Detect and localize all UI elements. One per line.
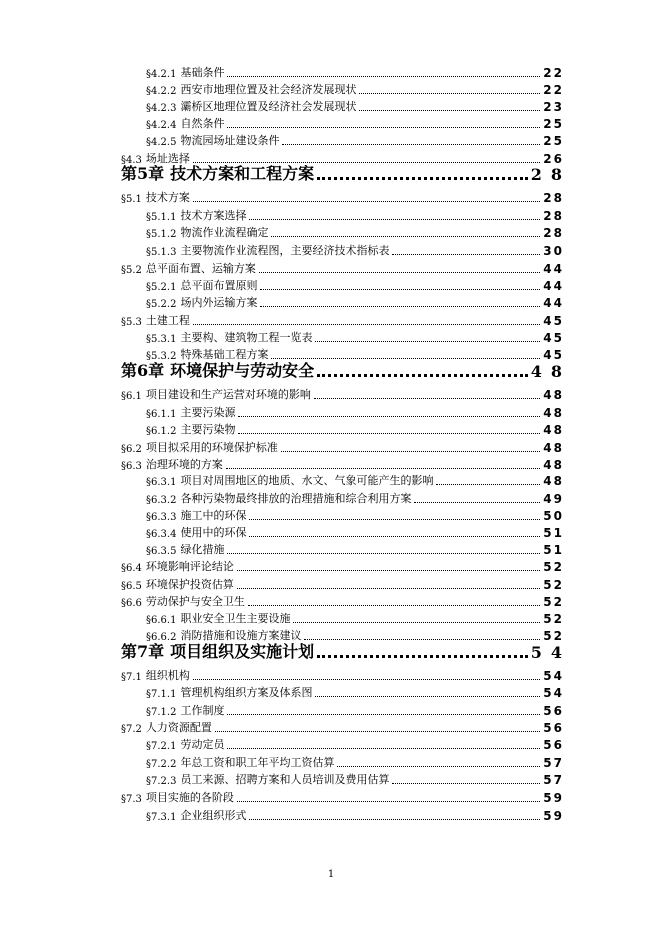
dot-leader [193, 201, 540, 202]
toc-entry-number: §6.5 [121, 581, 142, 592]
toc-entry-number: §7.1.2 [146, 707, 177, 718]
dot-leader [414, 502, 540, 503]
toc-entry-row[interactable] [146, 704, 562, 718]
toc-entry-page: 45 [543, 331, 564, 345]
toc-chapter-row[interactable] [121, 642, 571, 662]
toc-entry-number: §7.2.2 [146, 759, 177, 770]
toc-entry-page: 52 [543, 595, 564, 609]
toc-entry-number: §4.2.4 [146, 120, 177, 131]
toc-entry-title: 环境保护投资估算 [145, 578, 234, 591]
toc-entry-number: §6.1.2 [146, 426, 177, 437]
toc-entry-row[interactable] [121, 560, 562, 574]
dot-leader [392, 254, 540, 255]
toc-entry-page: 59 [543, 809, 564, 823]
toc-entry-page: 48 [530, 362, 571, 381]
toc-entry-page: 28 [543, 191, 564, 205]
toc-entry-number: §5.1 [121, 194, 142, 205]
toc-entry-page: 44 [543, 262, 564, 276]
toc-entry-number: §7.2 [121, 724, 142, 735]
dot-leader [227, 127, 540, 128]
toc-entry-row[interactable] [146, 612, 562, 626]
dot-leader [249, 519, 540, 520]
toc-chapter-row[interactable] [121, 361, 571, 381]
toc-entry-title: 总平面布置原则 [180, 279, 258, 292]
toc-entry-title: 年总工资和职工年平均工资估算 [180, 756, 335, 769]
toc-entry-row[interactable] [121, 314, 562, 328]
toc-entry-number: §6.3.2 [146, 495, 177, 506]
toc-entry-row[interactable] [121, 578, 562, 592]
toc-entry-row[interactable] [146, 209, 562, 223]
toc-entry-number: §6.2 [121, 444, 142, 455]
toc-entry-page: 54 [530, 643, 571, 662]
dot-leader [282, 144, 540, 145]
toc-entry-number: §7.3 [121, 794, 142, 805]
toc-entry-title: 场址选择 [145, 152, 190, 165]
toc-entry-row[interactable] [146, 492, 562, 506]
toc-entry-row[interactable] [146, 509, 562, 523]
toc-entry-page: 25 [543, 117, 564, 131]
toc-entry-page: 48 [543, 388, 564, 402]
toc-entry-number: §6.4 [121, 563, 142, 574]
dot-leader [237, 570, 540, 571]
toc-entry-title: 项目建设和生产运营对环境的影响 [145, 388, 311, 401]
toc-entry-title: 施工中的环保 [180, 509, 247, 522]
toc-entry-number: §7.1 [121, 672, 142, 683]
toc-entry-title: 绿化措施 [180, 543, 225, 556]
toc-entry-row[interactable] [146, 738, 562, 752]
toc-entry-row[interactable] [121, 191, 562, 205]
toc-chapter-row[interactable] [121, 164, 571, 184]
dot-leader [392, 783, 540, 784]
toc-entry-number: §7.2.1 [146, 741, 177, 752]
toc-entry-row[interactable] [146, 423, 562, 437]
toc-entry-title: 劳动定员 [180, 738, 225, 751]
toc-entry-page: 56 [543, 704, 564, 718]
toc-entry-row[interactable] [146, 756, 562, 770]
toc-entry-page: 57 [543, 756, 564, 770]
toc-entry-page: 28 [543, 226, 564, 240]
dot-leader [436, 484, 540, 485]
toc-entry-page: 23 [543, 100, 564, 114]
toc-entry-page: 57 [543, 773, 564, 787]
dot-leader [238, 416, 540, 417]
toc-entry-page: 28 [543, 209, 564, 223]
toc-entry-row[interactable] [146, 773, 562, 787]
dot-leader [227, 714, 540, 715]
toc-entry-row[interactable] [121, 791, 562, 805]
toc-entry-page: 48 [543, 423, 564, 437]
dot-leader [315, 341, 540, 342]
toc-entry-page: 44 [543, 296, 564, 310]
toc-entry-title: 主要污染物 [180, 423, 236, 436]
toc-entry-row[interactable] [146, 226, 562, 240]
toc-entry-page: 56 [543, 738, 564, 752]
toc-entry-page: 22 [543, 83, 564, 97]
toc-entry-number: §5.1.2 [146, 229, 177, 240]
toc-entry-number: §7.1.1 [146, 689, 177, 700]
toc-entry-row[interactable] [146, 134, 562, 148]
toc-entry-title: 总平面布置、运输方案 [145, 262, 256, 275]
toc-entry-row[interactable] [146, 543, 562, 557]
dot-leader [317, 374, 528, 377]
dot-leader [249, 219, 540, 220]
toc-entry-number: 第6章 [121, 361, 165, 380]
toc-entry-number: §4.2.1 [146, 69, 177, 80]
toc-entry-page: 25 [543, 134, 564, 148]
toc-entry-title: 物流作业流程确定 [180, 226, 269, 239]
toc-entry-title: 自然条件 [180, 117, 225, 130]
toc-entry-title: 主要污染源 [180, 406, 236, 419]
toc-entry-page: 50 [543, 509, 564, 523]
toc-entry-title: 项目实施的各阶段 [145, 791, 234, 804]
toc-entry-page: 51 [543, 526, 564, 540]
dot-leader [260, 289, 540, 290]
toc-entry-title: 技术方案选择 [180, 209, 247, 222]
dot-leader [317, 177, 528, 180]
dot-leader [317, 655, 528, 658]
dot-leader [238, 433, 540, 434]
toc-entry-title: 场内外运输方案 [180, 296, 258, 309]
toc-entry-page: 54 [543, 669, 564, 683]
toc-entry-number: §6.6.1 [146, 615, 177, 626]
toc-entry-number: §6.1.1 [146, 409, 177, 420]
toc-entry-number: §6.3.3 [146, 512, 177, 523]
toc-entry-row[interactable] [146, 474, 562, 488]
toc-entry-row[interactable] [146, 331, 562, 345]
toc-entry-row[interactable] [146, 809, 562, 823]
toc-entry-page: 54 [543, 686, 564, 700]
toc-entry-row[interactable] [146, 406, 562, 420]
toc-entry-page: 48 [543, 458, 564, 472]
page-number: 1 [327, 869, 335, 880]
toc-entry-row[interactable] [146, 279, 562, 293]
toc-entry-page: 52 [543, 629, 564, 643]
toc-entry-title: 物流园场址建设条件 [180, 134, 280, 147]
toc-entry-page: 48 [543, 406, 564, 420]
toc-entry-title: 组织机构 [145, 669, 190, 682]
dot-leader [215, 731, 540, 732]
toc-entry-number: §6.3.4 [146, 529, 177, 540]
toc-entry-title: 环境保护与劳动安全 [170, 361, 315, 380]
toc-entry-page: 51 [543, 543, 564, 557]
dot-leader [193, 679, 540, 680]
toc-entry-title: 企业组织形式 [180, 809, 247, 822]
toc-entry-row[interactable] [146, 526, 562, 540]
dot-leader [315, 696, 540, 697]
toc-entry-page: 48 [543, 441, 564, 455]
toc-entry-page: 22 [543, 66, 564, 80]
toc-entry-title: 西安市地理位置及社会经济发展现状 [180, 83, 357, 96]
dot-leader [237, 588, 540, 589]
toc-entry-title: 消防措施和设施方案建议 [180, 629, 302, 642]
toc-entry-number: §4.2.3 [146, 103, 177, 114]
toc-entry-row[interactable] [146, 296, 562, 310]
toc-entry-row[interactable] [121, 388, 562, 402]
toc-entry-row[interactable] [121, 441, 562, 455]
toc-entry-title: 特殊基础工程方案 [180, 348, 269, 361]
toc-entry-row[interactable] [146, 83, 562, 97]
toc-entry-title: 职业安全卫生主要设施 [180, 612, 291, 625]
toc-entry-number: §7.3.1 [146, 812, 177, 823]
toc-entry-title: 基础条件 [180, 66, 225, 79]
toc-entry-title: 治理环境的方案 [145, 458, 223, 471]
toc-entry-row[interactable] [146, 686, 562, 700]
toc-entry-row[interactable] [121, 458, 562, 472]
toc-entry-number: §5.2.2 [146, 299, 177, 310]
toc-entry-number: §5.3.2 [146, 351, 177, 362]
toc-entry-number: §5.3 [121, 317, 142, 328]
toc-entry-number: §6.6.2 [146, 632, 177, 643]
toc-entry-row[interactable] [121, 595, 562, 609]
dot-leader [237, 801, 540, 802]
toc-entry-page: 28 [530, 165, 571, 184]
toc-entry-number: §5.1.1 [146, 212, 177, 223]
toc-entry-title: 主要物流作业流程图，主要经济技术指标表 [180, 244, 390, 257]
toc-entry-title: 管理机构组织方案及体系图 [180, 686, 313, 699]
toc-entry-page: 56 [543, 721, 564, 735]
toc-entry-number: §4.2.2 [146, 86, 177, 97]
dot-leader [227, 76, 540, 77]
dot-leader [314, 398, 540, 399]
toc-entry-title: 工作制度 [180, 704, 225, 717]
toc-entry-title: 土建工程 [145, 314, 190, 327]
toc-entry-title: 环境影响评论结论 [145, 560, 234, 573]
dot-leader [259, 272, 540, 273]
toc-entry-page: 59 [543, 791, 564, 805]
toc-entry-number: §6.1 [121, 391, 142, 402]
toc-entry-page: 26 [543, 152, 564, 166]
toc-entry-page: 30 [543, 244, 564, 258]
toc-entry-page: 49 [543, 492, 564, 506]
dot-leader [227, 553, 540, 554]
toc-entry-title: 技术方案 [145, 191, 190, 204]
toc-entry-number: §5.3.1 [146, 334, 177, 345]
toc-entry-title: 劳动保护与安全卫生 [145, 595, 245, 608]
toc-entry-row[interactable] [146, 117, 562, 131]
toc-entry-title: 员工来源、招聘方案和人员培训及费用估算 [180, 773, 390, 786]
toc-entry-number: §6.3.1 [146, 477, 177, 488]
toc-entry-row[interactable] [146, 66, 562, 80]
toc-entry-number: §5.2 [121, 265, 142, 276]
toc-entry-page: 52 [543, 612, 564, 626]
dot-leader [226, 468, 540, 469]
toc-entry-row[interactable] [121, 669, 562, 683]
dot-leader [293, 622, 540, 623]
dot-leader [304, 639, 540, 640]
dot-leader [359, 93, 540, 94]
toc-entry-page: 45 [543, 348, 564, 362]
toc-entry-number: §6.3.5 [146, 546, 177, 557]
dot-leader [337, 766, 540, 767]
dot-leader [193, 324, 540, 325]
toc-entry-title: 项目拟采用的环境保护标准 [145, 441, 278, 454]
dot-leader [260, 306, 540, 307]
toc-entry-number: §5.1.3 [146, 247, 177, 258]
toc-entry-page: 52 [543, 578, 564, 592]
dot-leader [227, 748, 540, 749]
toc-entry-title: 各种污染物最终排放的治理措施和综合利用方案 [180, 492, 412, 505]
dot-leader [249, 819, 540, 820]
toc-entry-number: §4.2.5 [146, 137, 177, 148]
toc-entry-number: 第5章 [121, 164, 165, 183]
dot-leader [271, 236, 540, 237]
toc-entry-number: §4.3 [121, 155, 142, 166]
toc-entry-number: §5.2.1 [146, 282, 177, 293]
toc-entry-title: 主要构、建筑物工程一览表 [180, 331, 313, 344]
toc-entry-title: 项目组织及实施计划 [170, 642, 315, 661]
toc-entry-row[interactable] [121, 262, 562, 276]
toc-entry-title: 人力资源配置 [145, 721, 212, 734]
dot-leader [248, 605, 540, 606]
toc-entry-row[interactable] [146, 244, 562, 258]
toc-entry-row[interactable] [121, 721, 562, 735]
toc-entry-number: §6.3 [121, 461, 142, 472]
toc-entry-number: 第7章 [121, 642, 165, 661]
dot-leader [249, 536, 540, 537]
toc-entry-page: 52 [543, 560, 564, 574]
toc-entry-row[interactable] [146, 100, 562, 114]
toc-entry-title: 项目对周围地区的地质、水文、气象可能产生的影响 [180, 474, 434, 487]
dot-leader [359, 110, 540, 111]
dot-leader [281, 451, 540, 452]
toc-entry-page: 48 [543, 474, 564, 488]
toc-entry-title: 灞桥区地理位置及经济社会发展现状 [180, 100, 357, 113]
toc-entry-title: 使用中的环保 [180, 526, 247, 539]
toc-entry-page: 45 [543, 314, 564, 328]
toc-entry-page: 44 [543, 279, 564, 293]
toc-entry-title: 技术方案和工程方案 [170, 164, 315, 183]
toc-entry-number: §6.6 [121, 598, 142, 609]
toc-entry-number: §7.2.3 [146, 776, 177, 787]
